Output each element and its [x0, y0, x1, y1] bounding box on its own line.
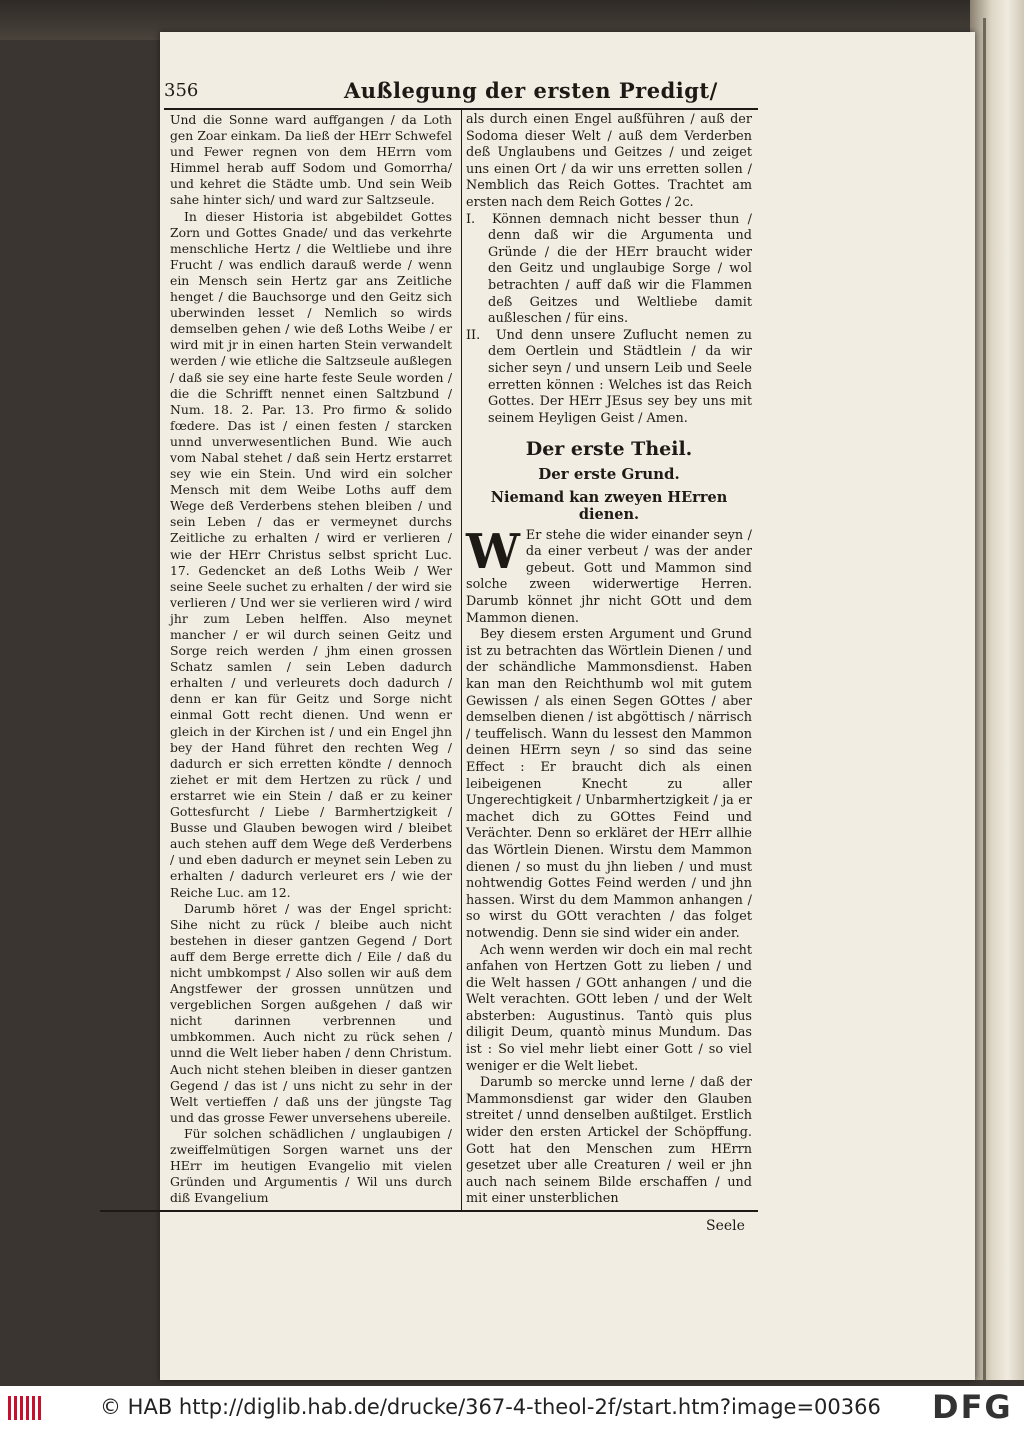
page-header — [164, 80, 764, 110]
catchword: Seele — [706, 1218, 745, 1234]
section-heading: Der erste Theil. — [525, 438, 693, 461]
source-url-link[interactable]: © HAB http://diglib.hab.de/drucke/367-4-theol-2f/start.htm?image=00366 — [100, 1395, 881, 1419]
page-number: 356 — [164, 80, 199, 101]
list-item — [466, 328, 752, 428]
book-spine — [970, 0, 1024, 1380]
paragraph: In dieser Historia ist abgebildet Gottes Zorn und Gottes Gnade/ und das verkehrte menschliche Hertz / die Weltliebe und ihre Frucht / was endlich darauß werde / wenn ein Mensch sein Hertz gar ans Zeitliche henget / die Bauchsorge und den Geitz sich uberwinden lesset / Nemlich so wirds demselben gehen / wie deß Loths Weibe / er wird mit jr in einen harten Stein verwandelt werden / wie etliche die Saltzseule außlegen / daß sie sey eine harte feste Seule worden / die die Schrifft nennet einen Saltzbund / Num. 18. 2. Par. 13. Pro firmo & solido fœdere. Das ist / einen festen / starcken unnd unverwesentlichen Bund. Wie auch vom Nabal stehet / daß sein Hertz erstarret sey wie ein Stein. Und wird ein solcher Mensch mit dem Weibe Loths auff dem Wege deß Verderbens stehen bleiben / und sein Leben / das er vermeynet durchs Zeitliche zu erhalten / wird er verlieren / wie der HErr Christus selbst spricht Luc. 17. Gedencket an deß Loths Weib / Wer seine Seele suchet zu erhalten / der wird sie verlieren / Und wer sie verlieren wird / wird jhr zum Leben helffen. Also meynet mancher / er wil durch seinen Geitz und Sorge reich werden / jhm einen grossen Schatz samlen / sein Leben dadurch erhalten / und verleurets doch dadurch / denn er kan für Geitz und Sorge nicht einmal Gott recht dienen. Und wenn er gleich in der Kirchen ist / und ein Engel jhn bey der Hand führet den rechten Weg / dadurch er sich erretten köndte / dennoch ziehet er mit dem Hertzen zu rück / und erstarret wie ein Stein / daß er zu keiner Gottesfurcht / Liebe / Barmhertzigkeit / Busse und Glauben bewogen wird / bleibet auch stehen auff dem Wege deß Verderbens / und eben dadurch er meynet sein Leben zu erhalten / dadurch verleuret ers / wie der Reiche Luc. am 12. — [170, 208, 452, 900]
right-column — [466, 112, 752, 1208]
list-marker: I. — [466, 211, 476, 227]
paragraph: Darumb höret / was der Engel spricht: Sihe nicht zu rück / bleibe auch nicht bestehen in dieser gantzen Gegend / Dort auff dem Berge errette dich / Eile / daß du nicht umbkompst / Also sollen wir auß dem Angstfewer der grossen unnützen und vergeblichen Sorgen außgehen / daß wir nicht darinnen verbrennen und umbkommen. Auch nicht zu rück sehen / unnd die Welt lieber haben / denn Christum. Auch nicht stehen bleiben in dieser gantzen Gegend / das ist / uns nicht zu sehr in der Welt vertieffen / daß uns der jüngste Tag und das grosse Fewer unversehens ubereile. — [170, 900, 452, 1125]
viewer-footer — [0, 1386, 1024, 1429]
footer-rule — [100, 1210, 758, 1212]
dfg-logo: DFG — [932, 1388, 1013, 1426]
paragraph: Bey diesem ersten Argument und Grund ist zu betrachten das Wörtlein Dienen / und der schändliche Mammonsdienst. Haben kan man den Reichthumb wol mit gutem Gewissen / als einen Segen GOttes / aber demselben dienen / ist abgöttisch / närrisch / teuffelisch. Wann du lessest den Mammon deinen HErrn seyn / so sind das seine Effect : Er braucht dich als einen leibeigenen Knecht zu aller Ungerechtigkeit / Unbarmhertzigkeit / ja er machet dich zu GOttes Feind und Verächter. Denn so erkläret der HErr allhie das Wörtlein Dienen. Wirstu dem Mammon dienen / so must du jhn lieben / und must nohtwendig Gottes Feind werden / und jhn hassen. Wirst du dem Mammon anhangen / so wirst du GOtt verachten / das folget notwendig. Denn sie sind wider ein ander. — [466, 627, 752, 941]
list-text: Und denn unsere Zuflucht nemen zu dem Oertlein und Städtlein / da wir sicher seyn / und unsern Leib und Seele erretten können : Welches ist das Reich Gottes. Der HErr JEsus sey bey uns mit seinem Heyligen Geist / Amen. — [488, 327, 752, 426]
drop-cap: W — [466, 523, 520, 580]
verse-text: Er stehe die wider einander seyn / da einer verbeut / was der ander gebeut. Gott und Mammon sind solche zween widerwertige Herren. Darumb könnet jhr nicht GOtt und dem Mammon dienen. — [466, 527, 752, 626]
paragraph: Ach wenn werden wir doch ein mal recht anfahen von Hertzen Gott zu lieben / und die Welt hassen / GOtt anhangen / und die Welt verachten. GOtt leben / und der Welt absterben: Augustinus. Tantò quis plus diligit Deum, quantò minus Mundum. Das ist : So viel mehr liebt einer Gott / so viel weniger er die Welt liebet. — [466, 942, 752, 1074]
running-title: Außlegung der ersten Predigt/ — [344, 78, 718, 103]
verse-paragraph — [466, 523, 752, 628]
paragraph: als durch einen Engel außführen / auß der Sodoma dieser Welt / auß dem Verderben deß Unglaubens und Geitzes / und zeiget uns einen Ort / da wir uns erretten sollen / Nemblich das Reich Gottes. Trachtet am ersten nach dem Reich Gottes / 2c. — [466, 112, 752, 210]
list-marker: II. — [466, 327, 481, 343]
subsection-heading: Der erste Grund. — [538, 464, 680, 483]
list-item — [466, 212, 752, 328]
paragraph: Darumb so mercke unnd lerne / daß der Mammonsdienst gar wider den Glauben streitet / unnd denselben außtilget. Erstlich wider den ersten Artickel der Schöpffung. Gott hat den Menschen zum HErrn gesetzet uber alle Creaturen / weil er jhn auch nach seinem Bilde erschaffen / und mit einer unsterblichen — [466, 1075, 752, 1207]
paragraph: Für solchen schädlichen / unglaubigen / zweiffelmütigen Sorgen warnet uns der HErr im heutigen Evangelio mit vielen Gründen und Argumentis / Wil uns durch diß Evangelium — [170, 1125, 452, 1206]
left-column — [170, 112, 452, 1206]
column-divider — [461, 110, 462, 1210]
paragraph: Und die Sonne ward auffgangen / da Loth gen Zoar einkam. Da ließ der HErr Schwefel und Fewer regnen von dem HErrn vom Himmel herab auff Sodom und Gomorrha/ und kehret die Städte umb. Und sein Weib sahe hinter sich/ und ward zur Saltzseule. — [170, 112, 452, 208]
verse-heading: Niemand kan zweyen HErren dienen. — [490, 489, 728, 524]
hab-logo-icon — [6, 1390, 46, 1424]
list-text: Können demnach nicht besser thun / denn daß wir die Argumenta und Gründe / die der HErr braucht wider den Geitz und unglaubige Sorge / wol betrachten / auff daß wir die Flammen deß Geitzes und Weltliebe damit außleschen / für eins. — [488, 211, 752, 327]
spine-edge — [983, 18, 986, 1380]
